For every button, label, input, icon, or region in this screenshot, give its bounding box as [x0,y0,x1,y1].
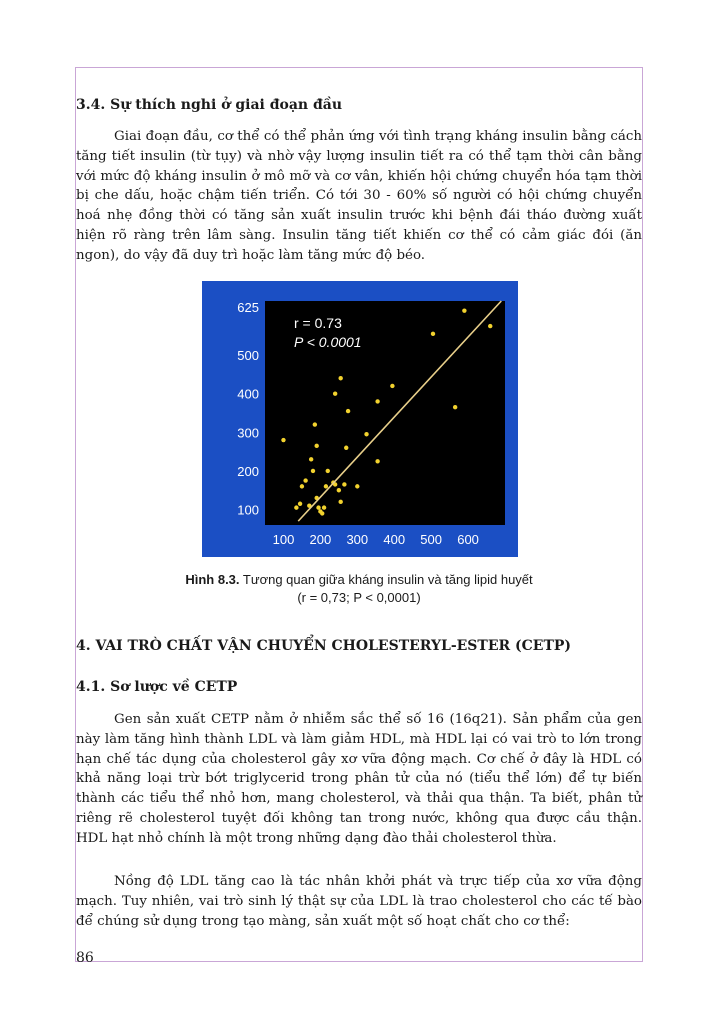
data-point [337,488,341,492]
data-point [314,444,318,448]
caption-label: Hình 8.3. [185,572,240,587]
x-tick-label: 500 [420,532,443,547]
y-tick-label: 400 [237,386,259,402]
data-point [311,469,315,473]
caption-stats: (r = 0,73; P < 0,0001) [297,590,421,605]
data-point [431,332,435,336]
x-tick-label: 300 [346,532,369,547]
data-point [338,500,342,504]
section-3-4-paragraph: Giai đoạn đầu, cơ thể có thể phản ứng với tình trạng kháng insulin bằng cách tăng tiết insulin (từ tụy) và nhờ vậy lượng insulin tiết ra có thể tạm thời cân bằng với mức độ kháng insulin ở mô mỡ và cơ vân, khiến hội chứng chuyển hóa tạm thời bị che dấu, hoặc chậm tiến triển. Có tới 30 - 60% số người có hội chứng chuyển hoá nhẹ đồng thời có tăng sản xuất insulin trước khi bệnh đái tháo đường xuất hiện rõ ràng trên lâm sàng. Insulin tăng tiết khiến cơ thể có cảm giác đói (ăn ngon), do vậy đã duy trì hoặc làm tăng mức độ béo. [76,129,642,263]
section-4-title: 4. VAI TRÒ CHẤT VẬN CHUYỂN CHOLESTERYL-ESTER (CETP) [76,638,572,654]
x-tick-label: 400 [383,532,406,547]
section-4-1-paragraph-2: Nồng độ LDL tăng cao là tác nhân khởi phát và trực tiếp của xơ vữa động mạch. Tuy nhiên, vai trò sinh lý thật sự của LDL là trao cholesterol cho các tế bào để chúng sử dụng trong tạo màng, sản xuất một số hoạt chất cho cơ thể: [76,874,642,929]
data-point [324,484,328,488]
annotation-p: P < 0.0001 [294,334,362,350]
data-point [309,457,313,461]
figure-caption [76,571,642,607]
caption-text: Tương quan giữa kháng insulin và tăng lipid huyết [242,572,533,587]
data-point [342,482,346,486]
y-tick-label: 100 [237,502,259,518]
x-tick-label: 200 [309,532,332,547]
scatter-chart [202,281,518,557]
page-number: 86 [76,950,94,966]
section-4-1-paragraph-1: Gen sản xuất CETP nằm ở nhiễm sắc thể số 16 (16q21). Sản phẩm của gen này làm tăng hình thành LDL và làm giảm HDL, mà HDL lại có vai trò to lớn trong hạn chế tác dụng của cholesterol gây xơ vữa động mạch. Cơ chế ở đây là HDL có khả năng loại trừ bớt triglycerid trong phân tử của nó (tiểu thể lớn) để tự biến thành các tiểu thể nhỏ hơn, mang cholesterol, và thải qua thận. Ta biết, phân tử riêng rẽ cholesterol tuyệt đối không tan trong nước, không qua được cầu thận. HDL hạt nhỏ chính là một trong những dạng đào thải cholesterol thừa. [76,712,642,846]
data-point [300,484,304,488]
data-point [375,459,379,463]
y-tick-label: 625 [237,299,259,315]
section-3-4-title: 3.4. Sự thích nghi ở giai đoạn đầu [76,97,343,113]
data-point [346,409,350,413]
data-point [322,505,326,509]
data-point [326,469,330,473]
y-tick-label: 500 [237,348,259,364]
scatter-figure [202,281,518,557]
annotation-r: r = 0.73 [294,315,342,331]
data-point [364,432,368,436]
data-point [462,308,466,312]
data-point [333,391,337,395]
y-tick-label: 200 [237,463,259,479]
data-point [320,511,324,515]
x-tick-label: 100 [272,532,295,547]
data-point [316,505,320,509]
data-point [281,438,285,442]
data-point [313,422,317,426]
data-point [375,399,379,403]
data-point [338,376,342,380]
x-tick-label: 600 [457,532,479,547]
data-point [355,484,359,488]
data-point [298,502,302,506]
data-point [294,505,298,509]
data-point [488,324,492,328]
section-4-1-title: 4.1. Sơ lược về CETP [76,679,238,695]
data-point [303,478,307,482]
data-point [390,384,394,388]
y-tick-label: 300 [237,425,259,441]
data-point [344,446,348,450]
data-point [453,405,457,409]
